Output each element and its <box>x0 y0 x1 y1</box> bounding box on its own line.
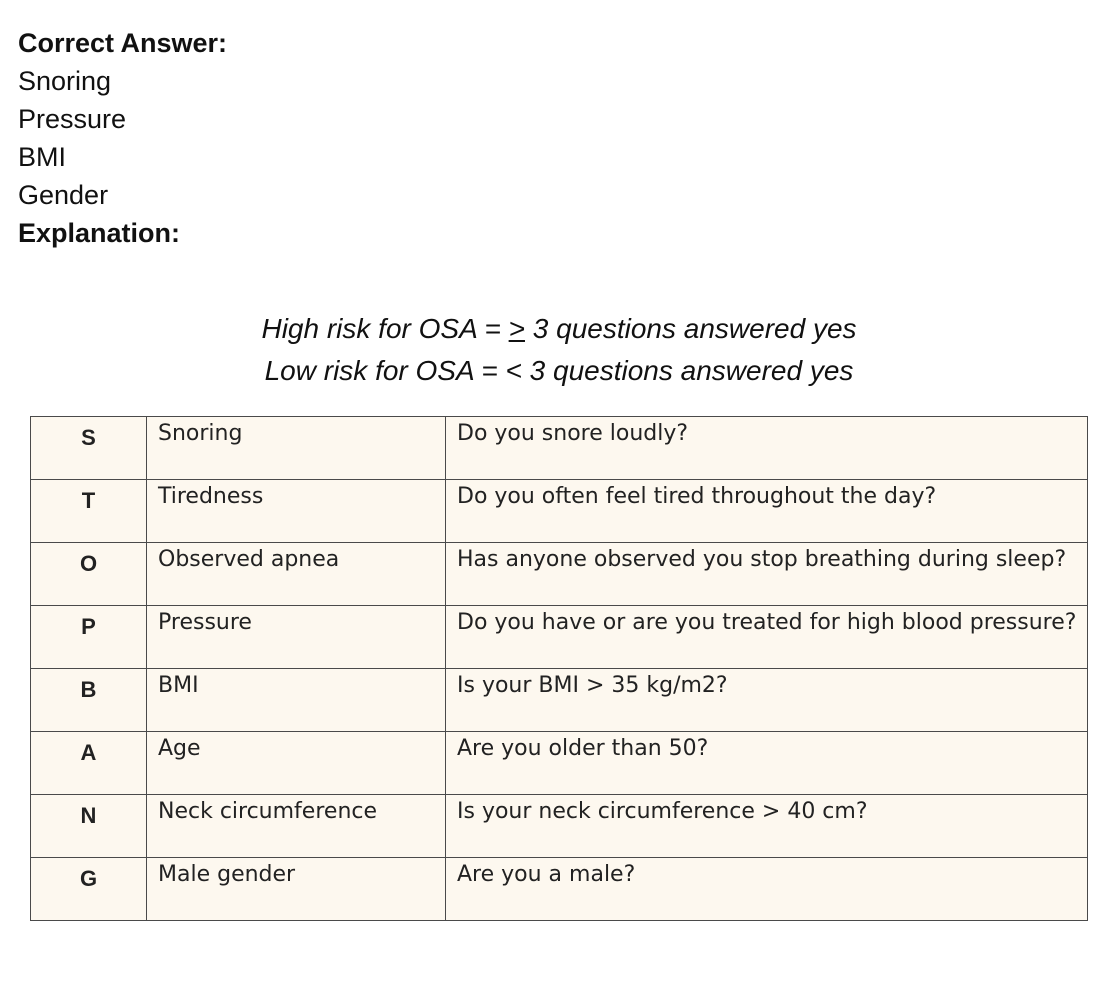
table-row <box>31 732 1088 795</box>
row-letter: G <box>79 866 98 891</box>
high-risk-line <box>30 308 1088 350</box>
row-letter-cell <box>31 480 147 543</box>
answer-item-snoring: Snoring <box>18 66 112 96</box>
answer-item-pressure: Pressure <box>18 104 127 134</box>
row-item: Neck circumference <box>158 799 378 824</box>
row-question: Is your neck circumference > 40 cm? <box>457 799 868 824</box>
row-question: Are you a male? <box>457 862 636 887</box>
row-question: Do you often feel tired throughout the day? <box>457 484 937 509</box>
row-item: Observed apnea <box>158 547 340 572</box>
row-letter-cell <box>31 669 147 732</box>
row-question-cell <box>446 669 1088 732</box>
table-row <box>31 417 1088 480</box>
row-question: Has anyone observed you stop breathing during sleep? <box>457 547 1067 572</box>
greater-equal-symbol: > <box>508 313 525 344</box>
row-letter: P <box>81 614 96 639</box>
row-question: Do you have or are you treated for high blood pressure? <box>457 610 1077 635</box>
row-letter-cell <box>31 732 147 795</box>
row-question-cell <box>446 543 1088 606</box>
row-item-cell <box>147 732 446 795</box>
answer-item-bmi: BMI <box>18 142 67 172</box>
row-question-cell <box>446 732 1088 795</box>
row-item: Tiredness <box>158 484 264 509</box>
table-row <box>31 543 1088 606</box>
row-item: Male gender <box>158 862 296 887</box>
row-item: Pressure <box>158 610 252 635</box>
table-row <box>31 606 1088 669</box>
row-letter: A <box>80 740 97 765</box>
answer-item-gender: Gender <box>18 180 109 210</box>
explanation-heading: Explanation: <box>18 218 181 248</box>
row-item: Snoring <box>158 421 243 446</box>
row-question-cell <box>446 795 1088 858</box>
row-letter: O <box>79 551 98 576</box>
row-question: Are you older than 50? <box>457 736 709 761</box>
table-row <box>31 669 1088 732</box>
row-letter-cell <box>31 606 147 669</box>
row-item-cell <box>147 543 446 606</box>
row-question: Do you snore loudly? <box>457 421 689 446</box>
row-question-cell <box>446 480 1088 543</box>
row-letter-cell <box>31 417 147 480</box>
risk-criteria <box>30 308 1088 392</box>
row-item-cell <box>147 795 446 858</box>
high-risk-suffix: 3 questions answered yes <box>524 313 857 344</box>
row-letter-cell <box>31 795 147 858</box>
row-letter: S <box>81 425 96 450</box>
row-question-cell <box>446 606 1088 669</box>
row-question-cell <box>446 858 1088 921</box>
table-row <box>31 795 1088 858</box>
row-letter-cell <box>31 543 147 606</box>
row-letter-cell <box>31 858 147 921</box>
row-letter: N <box>80 803 97 828</box>
answer-block <box>18 24 618 252</box>
table-row <box>31 858 1088 921</box>
row-item-cell <box>147 669 446 732</box>
stop-bang-table <box>30 416 1088 921</box>
row-question-cell <box>446 417 1088 480</box>
row-item-cell <box>147 606 446 669</box>
row-item: Age <box>158 736 201 761</box>
row-letter: T <box>81 488 96 513</box>
row-item-cell <box>147 417 446 480</box>
row-item-cell <box>147 858 446 921</box>
high-risk-prefix: High risk for OSA = <box>261 313 509 344</box>
correct-answer-heading: Correct Answer: <box>18 28 228 58</box>
low-risk-line: Low risk for OSA = < 3 questions answered yes <box>264 355 854 386</box>
row-item-cell <box>147 480 446 543</box>
row-item: BMI <box>158 673 199 698</box>
row-question: Is your BMI > 35 kg/m2? <box>457 673 728 698</box>
row-letter: B <box>80 677 97 702</box>
table-row <box>31 480 1088 543</box>
